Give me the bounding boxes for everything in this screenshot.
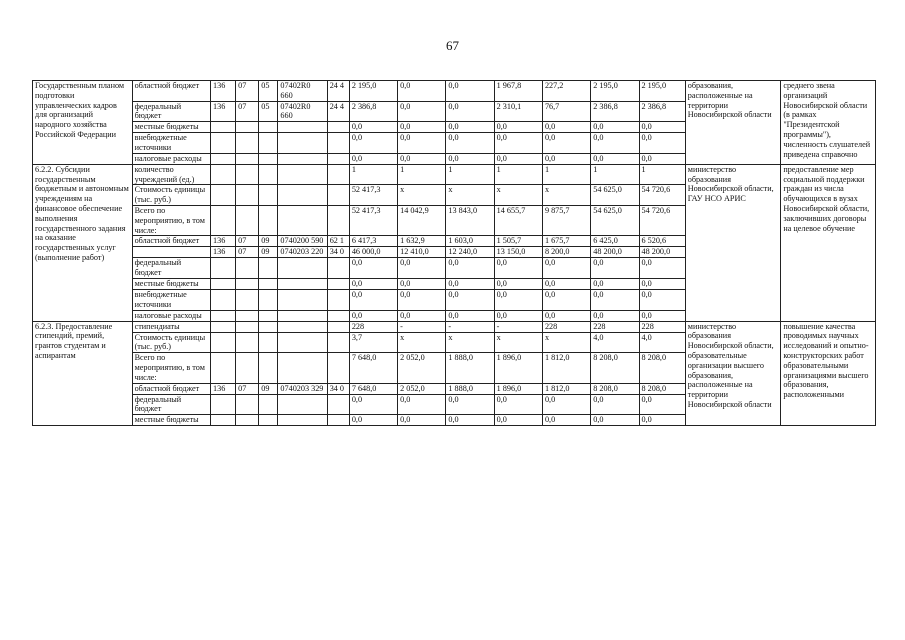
subsection-code-cell: 09 (259, 247, 278, 258)
value-cell: 2 386,8 (639, 101, 685, 122)
value-cell: 228 (591, 321, 639, 332)
value-cell: 0,0 (591, 122, 639, 133)
gov-code-cell: 136 (211, 81, 236, 102)
value-cell: 7 648,0 (349, 383, 397, 394)
value-cell: 1 967,8 (494, 81, 542, 102)
value-cell: 0,0 (349, 278, 397, 289)
value-cell: 0,0 (398, 258, 446, 279)
subsection-code-cell: 05 (259, 101, 278, 122)
subsection-code-cell (259, 310, 278, 321)
value-cell: 0,0 (639, 310, 685, 321)
value-cell: х (398, 332, 446, 353)
subsection-code-cell (259, 353, 278, 383)
value-cell: 0,0 (398, 133, 446, 154)
gov-code-cell: 136 (211, 383, 236, 394)
funding-source-cell: местные бюджеты (132, 278, 210, 289)
value-cell: 0,0 (542, 133, 590, 154)
section-code-cell (236, 133, 259, 154)
value-cell: 46 000,0 (349, 247, 397, 258)
value-cell: 0,0 (349, 310, 397, 321)
value-cell: 1 812,0 (542, 383, 590, 394)
funding-source-cell: Стоимость единицы (тыс. руб.) (132, 185, 210, 206)
value-cell: 0,0 (542, 153, 590, 164)
gov-code-cell (211, 321, 236, 332)
value-cell: 12 240,0 (446, 247, 494, 258)
gov-code-cell (211, 258, 236, 279)
value-cell: 1 603,0 (446, 236, 494, 247)
gov-code-cell (211, 289, 236, 310)
value-cell: 0,0 (349, 258, 397, 279)
value-cell: х (398, 185, 446, 206)
target-article-cell (278, 205, 327, 235)
gov-code-cell (211, 332, 236, 353)
value-cell: 13 843,0 (446, 205, 494, 235)
value-cell: 2 195,0 (639, 81, 685, 102)
value-cell: 0,0 (542, 394, 590, 415)
section-code-cell (236, 310, 259, 321)
value-cell: 0,0 (349, 153, 397, 164)
measure-name-cell: 6.2.2. Субсидии государственным бюджетным и автономным учреждениям на финансовое обеспечение выполнения государственного задания на оказание государственных услуг (выполнение работ) (33, 164, 133, 321)
value-cell: 2 310,1 (494, 101, 542, 122)
funding-source-cell: Стоимость единицы (тыс. руб.) (132, 332, 210, 353)
value-cell: 0,0 (446, 153, 494, 164)
value-cell: 0,0 (591, 415, 639, 426)
value-cell: 54 625,0 (591, 185, 639, 206)
value-cell: 0,0 (446, 101, 494, 122)
value-cell: 2 386,8 (591, 101, 639, 122)
value-cell: 0,0 (591, 133, 639, 154)
gov-code-cell: 136 (211, 236, 236, 247)
executor-cell: образования, расположенные на территории Новосибирской области (685, 81, 781, 165)
value-cell: 0,0 (398, 415, 446, 426)
value-cell: 0,0 (494, 310, 542, 321)
funding-source-cell: налоговые расходы (132, 153, 210, 164)
target-article-cell (278, 289, 327, 310)
target-article-cell (278, 153, 327, 164)
funding-source-cell: Всего по мероприятию, в том числе: (132, 353, 210, 383)
target-article-cell: 0740200 590 (278, 236, 327, 247)
value-cell: 1 (542, 164, 590, 185)
value-cell: 48 200,0 (639, 247, 685, 258)
value-cell: 0,0 (542, 289, 590, 310)
target-article-cell (278, 310, 327, 321)
funding-source-cell: областной бюджет (132, 383, 210, 394)
value-cell: 1 (398, 164, 446, 185)
target-article-cell: 0740203 329 (278, 383, 327, 394)
expected-result-cell: среднего звена организаций Новосибирской области (в рамках "Президентской программы"), численность слушателей приведена справочно (781, 81, 876, 165)
subsection-code-cell (259, 278, 278, 289)
value-cell: 52 417,3 (349, 205, 397, 235)
value-cell: 2 052,0 (398, 353, 446, 383)
value-cell: 0,0 (591, 310, 639, 321)
section-code-cell (236, 164, 259, 185)
subsection-code-cell (259, 394, 278, 415)
value-cell: 1 888,0 (446, 353, 494, 383)
gov-code-cell (211, 122, 236, 133)
value-cell: 0,0 (542, 415, 590, 426)
funding-source-cell: внебюджетные источники (132, 289, 210, 310)
section-code-cell (236, 185, 259, 206)
subsection-code-cell (259, 332, 278, 353)
subsection-code-cell: 09 (259, 236, 278, 247)
value-cell: 1 (591, 164, 639, 185)
value-cell: 0,0 (639, 394, 685, 415)
value-cell: 48 200,0 (591, 247, 639, 258)
value-cell: 0,0 (446, 415, 494, 426)
section-code-cell: 07 (236, 247, 259, 258)
value-cell: 8 208,0 (639, 353, 685, 383)
section-code-cell (236, 321, 259, 332)
value-cell: 227,2 (542, 81, 590, 102)
subsection-code-cell: 05 (259, 81, 278, 102)
target-article-cell (278, 122, 327, 133)
expense-type-cell (327, 258, 349, 279)
value-cell: 0,0 (494, 415, 542, 426)
expected-result-cell: предоставление мер социальной поддержки граждан из числа обучающихся в вузах Новосибирской области, заключивших договоры на целевое обучение (781, 164, 876, 321)
value-cell: 0,0 (349, 133, 397, 154)
expense-type-cell: 24 4 (327, 81, 349, 102)
value-cell: 1 (446, 164, 494, 185)
value-cell: 0,0 (639, 289, 685, 310)
value-cell: 0,0 (494, 289, 542, 310)
value-cell: 4,0 (639, 332, 685, 353)
value-cell: 0,0 (349, 122, 397, 133)
value-cell: 6 520,6 (639, 236, 685, 247)
funding-source-cell: местные бюджеты (132, 415, 210, 426)
section-code-cell (236, 122, 259, 133)
value-cell: 52 417,3 (349, 185, 397, 206)
gov-code-cell (211, 205, 236, 235)
value-cell: 1 812,0 (542, 353, 590, 383)
value-cell: 0,0 (639, 278, 685, 289)
value-cell: 7 648,0 (349, 353, 397, 383)
table-row (33, 164, 876, 185)
value-cell: 0,0 (591, 278, 639, 289)
value-cell: - (494, 321, 542, 332)
value-cell: 0,0 (639, 133, 685, 154)
section-code-cell (236, 258, 259, 279)
funding-source-cell: местные бюджеты (132, 122, 210, 133)
gov-code-cell: 136 (211, 247, 236, 258)
value-cell: 1 896,0 (494, 353, 542, 383)
value-cell: 0,0 (349, 289, 397, 310)
expense-type-cell: 62 1 (327, 236, 349, 247)
value-cell: 0,0 (542, 122, 590, 133)
target-article-cell (278, 353, 327, 383)
value-cell: 8 200,0 (542, 247, 590, 258)
funding-source-cell: федеральный бюджет (132, 394, 210, 415)
section-code-cell (236, 153, 259, 164)
page-number: 67 (446, 38, 459, 53)
section-code-cell: 07 (236, 383, 259, 394)
value-cell: 0,0 (494, 278, 542, 289)
gov-code-cell (211, 394, 236, 415)
value-cell: 0,0 (446, 278, 494, 289)
value-cell: 0,0 (542, 310, 590, 321)
value-cell: 2 195,0 (349, 81, 397, 102)
expense-type-cell (327, 289, 349, 310)
section-code-cell (236, 353, 259, 383)
gov-code-cell (211, 153, 236, 164)
value-cell: 54 720,6 (639, 205, 685, 235)
gov-code-cell (211, 415, 236, 426)
target-article-cell (278, 258, 327, 279)
expense-type-cell: 24 4 (327, 101, 349, 122)
target-article-cell (278, 164, 327, 185)
value-cell: 0,0 (494, 153, 542, 164)
gov-code-cell (211, 278, 236, 289)
value-cell: 2 195,0 (591, 81, 639, 102)
value-cell: 2 052,0 (398, 383, 446, 394)
value-cell: 0,0 (398, 394, 446, 415)
value-cell: 6 417,3 (349, 236, 397, 247)
gov-code-cell: 136 (211, 101, 236, 122)
gov-code-cell (211, 185, 236, 206)
subsection-code-cell (259, 289, 278, 310)
value-cell: 2 386,8 (349, 101, 397, 122)
section-code-cell (236, 415, 259, 426)
table-body (33, 81, 876, 426)
value-cell: 0,0 (591, 153, 639, 164)
value-cell: 0,0 (398, 310, 446, 321)
value-cell: 0,0 (591, 258, 639, 279)
value-cell: 0,0 (398, 289, 446, 310)
target-article-cell (278, 185, 327, 206)
funding-source-cell: федеральный бюджет (132, 101, 210, 122)
gov-code-cell (211, 164, 236, 185)
value-cell: 0,0 (398, 81, 446, 102)
expense-type-cell (327, 205, 349, 235)
section-code-cell (236, 332, 259, 353)
value-cell: 0,0 (398, 153, 446, 164)
subsection-code-cell: 09 (259, 383, 278, 394)
expense-type-cell (327, 353, 349, 383)
value-cell: х (542, 185, 590, 206)
value-cell: 228 (542, 321, 590, 332)
value-cell: 1 (639, 164, 685, 185)
target-article-cell: 07402R0 660 (278, 81, 327, 102)
target-article-cell: 0740203 220 (278, 247, 327, 258)
section-code-cell (236, 289, 259, 310)
measure-name-cell: Государственным планом подготовки управленческих кадров для организаций народного хозяйства Российской Федерации (33, 81, 133, 165)
value-cell: 0,0 (639, 415, 685, 426)
value-cell: 1 505,7 (494, 236, 542, 247)
subsection-code-cell (259, 205, 278, 235)
expense-type-cell (327, 278, 349, 289)
value-cell: 0,0 (446, 289, 494, 310)
value-cell: 0,0 (494, 122, 542, 133)
expense-type-cell (327, 133, 349, 154)
section-code-cell: 07 (236, 101, 259, 122)
value-cell: 1 896,0 (494, 383, 542, 394)
value-cell: 0,0 (446, 310, 494, 321)
expense-type-cell (327, 164, 349, 185)
value-cell: 0,0 (639, 258, 685, 279)
value-cell: х (446, 332, 494, 353)
subsection-code-cell (259, 415, 278, 426)
target-article-cell (278, 133, 327, 154)
gov-code-cell (211, 310, 236, 321)
funding-source-cell: стипендиаты (132, 321, 210, 332)
value-cell: х (494, 185, 542, 206)
section-code-cell (236, 205, 259, 235)
value-cell: 0,0 (591, 394, 639, 415)
value-cell: 14 655,7 (494, 205, 542, 235)
budget-table (32, 80, 876, 426)
value-cell: 228 (639, 321, 685, 332)
expense-type-cell (327, 185, 349, 206)
table-row (33, 321, 876, 332)
measure-name-cell: 6.2.3. Предоставление стипендий, премий, грантов студентам и аспирантам (33, 321, 133, 426)
value-cell: 6 425,0 (591, 236, 639, 247)
value-cell: 8 208,0 (591, 353, 639, 383)
expected-result-cell: повышение качества проводимых научных исследований и опытно-конструкторских работ образовательными организациями высшего образования, расположенными (781, 321, 876, 426)
value-cell: - (398, 321, 446, 332)
target-article-cell (278, 394, 327, 415)
value-cell: 54 625,0 (591, 205, 639, 235)
value-cell: 0,0 (446, 122, 494, 133)
value-cell: 8 208,0 (639, 383, 685, 394)
funding-source-cell: количество учреждений (ед.) (132, 164, 210, 185)
target-article-cell (278, 332, 327, 353)
section-code-cell (236, 278, 259, 289)
value-cell: 1 675,7 (542, 236, 590, 247)
value-cell: 0,0 (446, 133, 494, 154)
value-cell: 4,0 (591, 332, 639, 353)
subsection-code-cell (259, 153, 278, 164)
section-code-cell: 07 (236, 236, 259, 247)
funding-source-cell: областной бюджет (132, 236, 210, 247)
value-cell: 0,0 (542, 258, 590, 279)
value-cell: 76,7 (542, 101, 590, 122)
funding-source-cell (132, 247, 210, 258)
value-cell: х (446, 185, 494, 206)
value-cell: 0,0 (446, 258, 494, 279)
expense-type-cell (327, 321, 349, 332)
value-cell: х (542, 332, 590, 353)
subsection-code-cell (259, 321, 278, 332)
table-row (33, 81, 876, 102)
expense-type-cell (327, 332, 349, 353)
value-cell: 228 (349, 321, 397, 332)
value-cell: 0,0 (639, 153, 685, 164)
target-article-cell (278, 321, 327, 332)
value-cell: 0,0 (494, 258, 542, 279)
expense-type-cell (327, 153, 349, 164)
value-cell: 0,0 (349, 415, 397, 426)
target-article-cell: 07402R0 660 (278, 101, 327, 122)
target-article-cell (278, 415, 327, 426)
expense-type-cell: 34 0 (327, 383, 349, 394)
value-cell: 0,0 (446, 81, 494, 102)
value-cell: 0,0 (591, 289, 639, 310)
value-cell: 13 150,0 (494, 247, 542, 258)
funding-source-cell: федеральный бюджет (132, 258, 210, 279)
value-cell: 0,0 (349, 394, 397, 415)
funding-source-cell: областной бюджет (132, 81, 210, 102)
expense-type-cell (327, 310, 349, 321)
subsection-code-cell (259, 258, 278, 279)
value-cell: 8 208,0 (591, 383, 639, 394)
value-cell: 0,0 (398, 101, 446, 122)
executor-cell: министерство образования Новосибирской области, ГАУ НСО АРИС (685, 164, 781, 321)
gov-code-cell (211, 133, 236, 154)
value-cell: 0,0 (398, 122, 446, 133)
subsection-code-cell (259, 122, 278, 133)
expense-type-cell (327, 122, 349, 133)
value-cell: 0,0 (494, 394, 542, 415)
expense-type-cell: 34 0 (327, 247, 349, 258)
section-code-cell (236, 394, 259, 415)
funding-source-cell: Всего по мероприятию, в том числе: (132, 205, 210, 235)
value-cell: х (494, 332, 542, 353)
value-cell: 14 042,9 (398, 205, 446, 235)
expense-type-cell (327, 415, 349, 426)
value-cell: 0,0 (398, 278, 446, 289)
executor-cell: министерство образования Новосибирской области, образовательные организации высшего образования, расположенные на территории Новосибирской области (685, 321, 781, 426)
value-cell: 1 (494, 164, 542, 185)
value-cell: 0,0 (542, 278, 590, 289)
value-cell: 1 632,9 (398, 236, 446, 247)
value-cell: 0,0 (494, 133, 542, 154)
subsection-code-cell (259, 164, 278, 185)
value-cell: 1 (349, 164, 397, 185)
value-cell: 12 410,0 (398, 247, 446, 258)
target-article-cell (278, 278, 327, 289)
value-cell: 1 888,0 (446, 383, 494, 394)
funding-source-cell: налоговые расходы (132, 310, 210, 321)
value-cell: 3,7 (349, 332, 397, 353)
subsection-code-cell (259, 133, 278, 154)
value-cell: 0,0 (446, 394, 494, 415)
value-cell: 9 875,7 (542, 205, 590, 235)
expense-type-cell (327, 394, 349, 415)
gov-code-cell (211, 353, 236, 383)
value-cell: 0,0 (639, 122, 685, 133)
section-code-cell: 07 (236, 81, 259, 102)
value-cell: - (446, 321, 494, 332)
funding-source-cell: внебюджетные источники (132, 133, 210, 154)
value-cell: 54 720,6 (639, 185, 685, 206)
subsection-code-cell (259, 185, 278, 206)
